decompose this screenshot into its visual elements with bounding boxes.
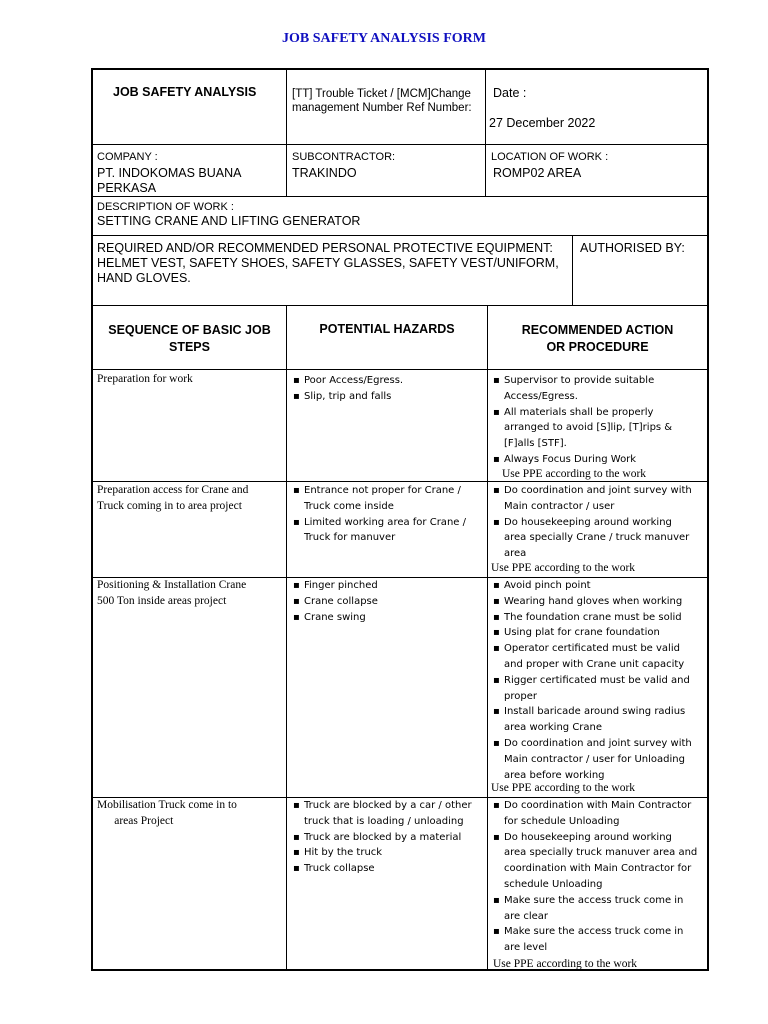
divider — [93, 369, 707, 370]
location-value: ROMP02 AREA — [493, 166, 582, 180]
divider — [93, 305, 707, 306]
action-list — [491, 373, 705, 468]
list-item: ▪ Limited working area for Crane / Truck for manuver — [291, 515, 484, 547]
list-item: ▪ Hit by the truck — [291, 845, 484, 861]
description-label: DESCRIPTION OF WORK : — [97, 201, 234, 213]
divider — [286, 70, 287, 196]
authorised-by-label: AUTHORISED BY: — [580, 241, 685, 255]
list-item: ▪ Crane collapse — [291, 594, 484, 610]
hazard-list — [291, 483, 484, 546]
required-ppe: REQUIRED AND/OR RECOMMENDED PERSONAL PROTECTIVE EQUIPMENT: HELMET VEST, SAFETY SHOES, SAFETY GLASSES, SAFETY VEST/UNIFORM, HAND GLOVES. — [97, 241, 559, 285]
divider — [93, 196, 707, 197]
list-item: ▪ Do housekeeping around working area specially truck manuver area and coordination with Main Contractor for schedule Unloading — [491, 830, 705, 893]
list-item: ▪ All materials shall be properly arranged to avoid [S]lip, [T]rips & [F]alls [STF]. — [491, 405, 705, 452]
list-item: ▪ Make sure the access truck come in are level — [491, 924, 705, 956]
job-step: Preparation access for Crane and Truck coming in to area project — [97, 484, 249, 512]
location-label: LOCATION OF WORK : — [491, 151, 609, 163]
action-list — [491, 483, 705, 562]
date-label: Date : — [493, 86, 527, 100]
list-item: ▪ Install baricade around swing radius area working Crane — [491, 704, 705, 736]
job-step: Positioning & Installation Crane 500 Ton inside areas project — [97, 579, 247, 607]
form-heading: JOB SAFETY ANALYSIS — [113, 85, 257, 99]
company-label: COMPANY : — [97, 151, 158, 163]
hazard-list — [291, 578, 484, 625]
list-item: ▪ Make sure the access truck come in are clear — [491, 893, 705, 925]
job-step: Mobilisation Truck come in to areas Project — [97, 799, 237, 827]
date-value: 27 December 2022 — [489, 116, 596, 130]
divider — [93, 235, 707, 236]
list-item: ▪ Do coordination and joint survey with Main contractor / user for Unloading area before working — [491, 736, 705, 783]
column-header-hazards: POTENTIAL HAZARDS — [319, 322, 455, 336]
divider — [93, 144, 707, 145]
job-step: Preparation for work — [97, 373, 193, 385]
list-item: ▪ Wearing hand gloves when working — [491, 594, 705, 610]
list-item: ▪ Slip, trip and falls — [291, 389, 484, 405]
list-item: ▪ Do coordination and joint survey with Main contractor / user — [491, 483, 705, 515]
divider — [93, 481, 707, 482]
list-item: ▪ Supervisor to provide suitable Access/Egress. — [491, 373, 705, 405]
description-value: SETTING CRANE AND LIFTING GENERATOR — [97, 214, 361, 228]
list-item: ▪ Always Focus During Work — [491, 452, 705, 468]
list-item: ▪ Using plat for crane foundation — [491, 625, 705, 641]
divider — [286, 305, 287, 969]
list-item: ▪ Entrance not proper for Crane / Truck come inside — [291, 483, 484, 515]
divider — [487, 305, 488, 969]
column-header-steps: SEQUENCE OF BASIC JOB STEPS — [108, 323, 271, 354]
action-list — [491, 578, 705, 783]
list-item: ▪ Avoid pinch point — [491, 578, 705, 594]
list-item: ▪ Truck are blocked by a material — [291, 830, 484, 846]
list-item: ▪ Truck collapse — [291, 861, 484, 877]
ppe-note: Use PPE according to the work — [491, 562, 636, 574]
list-item: ▪ The foundation crane must be solid — [491, 610, 705, 626]
action-list — [491, 798, 705, 956]
list-item: ▪ Crane swing — [291, 610, 484, 626]
list-item: ▪ Rigger certificated must be valid and proper — [491, 673, 705, 705]
ppe-note: Use PPE according to the work — [493, 958, 638, 970]
subcontractor-value: TRAKINDO — [292, 166, 357, 180]
ticket-ref-label: [TT] Trouble Ticket / [MCM]Change management Number Ref Number: — [292, 88, 472, 114]
list-item: ▪ Truck are blocked by a car / other truck that is loading / unloading — [291, 798, 484, 830]
divider — [572, 235, 573, 305]
column-header-actions: RECOMMENDED ACTION OR PROCEDURE — [521, 323, 674, 354]
list-item: ▪ Poor Access/Egress. — [291, 373, 484, 389]
divider — [485, 70, 486, 196]
ppe-note: Use PPE according to the work — [502, 468, 647, 480]
hazard-list — [291, 373, 484, 405]
company-value: PT. INDOKOMAS BUANA PERKASA — [97, 166, 242, 195]
subcontractor-label: SUBCONTRACTOR: — [292, 151, 396, 163]
list-item: ▪ Do housekeeping around working area specially Crane / truck manuver area — [491, 515, 705, 562]
list-item: ▪ Do coordination with Main Contractor for schedule Unloading — [491, 798, 705, 830]
ppe-note: Use PPE according to the work — [491, 782, 636, 794]
list-item: ▪ Operator certificated must be valid and proper with Crane unit capacity — [491, 641, 705, 673]
hazard-list — [291, 798, 484, 877]
form-title: JOB SAFETY ANALYSIS FORM — [282, 31, 486, 46]
list-item: ▪ Finger pinched — [291, 578, 484, 594]
